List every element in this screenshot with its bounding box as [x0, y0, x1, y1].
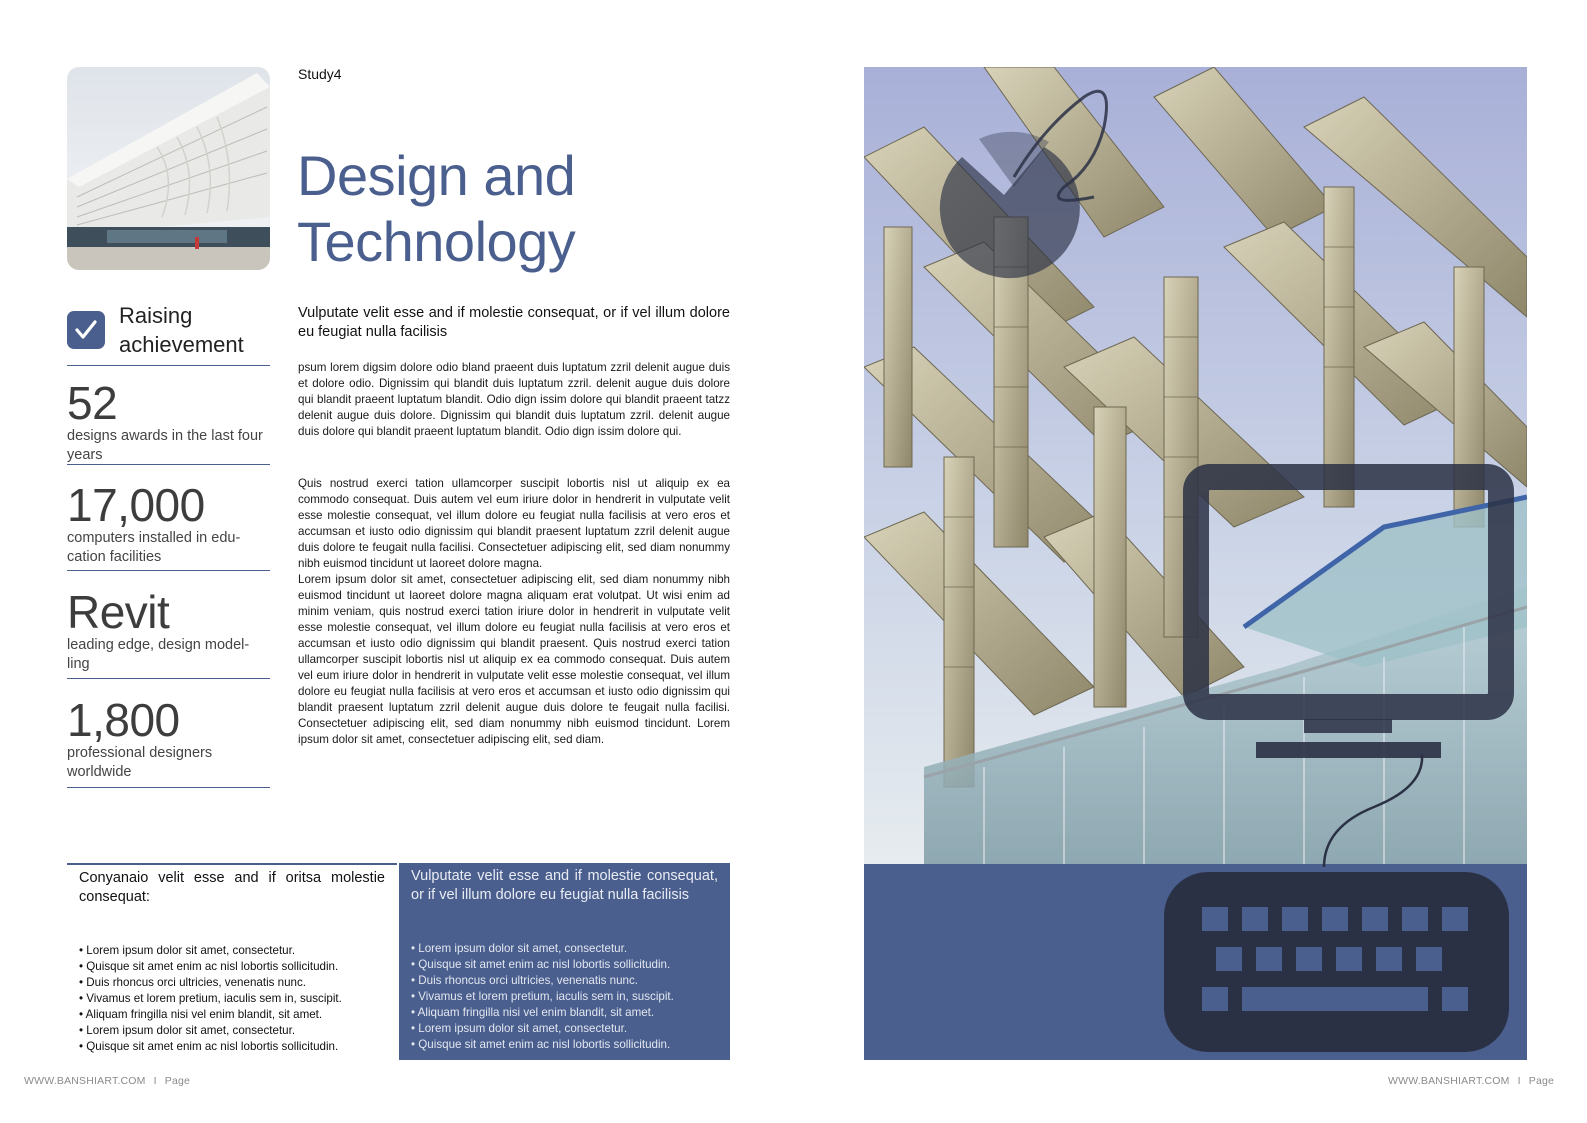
list-item: • Aliquam fringilla nisi vel enim blandit, sit amet. — [411, 1005, 721, 1021]
raising-achievement-header — [67, 301, 270, 366]
check-icon — [67, 311, 105, 349]
title-line-1: Design and — [297, 144, 576, 207]
footer-left — [24, 1075, 190, 1087]
body-paragraph-3: Lorem ipsum dolor sit amet, consectetuer adipiscing elit, sed diam nonummy nibh euismod tincidunt ut laoreet dolore magna aliquam erat volutpat. Ut wisi enim ad minim veniam, quis nostrud exerci tation iriure dolor in hendrerit in vulputate velit esse molestie consequat, vel illum dolore eu feugiat nulla facilisis at vero eros et accumsan et iusto odio dignissim qui blandit praesent. Quis nostrud exerci tation ullamcorper suscipit lobortis nisl ut aliquip ex ea commodo consequat. Duis autem vel eum iriure dolor in hendrerit in vulputate velit esse molestie consequat, vel illum dolore eu feugiat nulla facilisis at vero eros et accumsan et iusto odio dignissim qui blandit praesent luptatum zzril delenit augue duis dolore te feugait nulla facilisi. Consectetuer adipiscing elit, sed diam nonummy nibh euismod tincidunt. Lorem ipsum dolor sit amet, consectetuer adipiscing elit, sed diam. — [298, 573, 730, 746]
stat-awards — [67, 379, 270, 465]
list-item: • Lorem ipsum dolor sit amet, consectetur. — [411, 1021, 721, 1037]
stat-description: computers installed in edu-cation facilities — [67, 530, 241, 565]
raising-achievement-label: Raising achievement — [119, 303, 244, 357]
list-item: • Vivamus et lorem pretium, iaculis sem in, suscipit. — [79, 991, 389, 1007]
study-label: Study4 — [298, 66, 342, 82]
list-item: • Quisque sit amet enim ac nisl lobortis sollicitudin. — [411, 957, 721, 973]
stat-computers — [67, 481, 270, 571]
info-box-right-title: Vulputate velit esse and if molestie consequat, or if vel illum dolore eu feugiat nulla facilisis — [411, 868, 718, 903]
keyboard-icon — [1164, 872, 1509, 1052]
footer-separator: I — [153, 1075, 157, 1087]
page-title — [297, 143, 717, 275]
list-item: • Duis rhoncus orci ultricies, venenatis nunc. — [411, 973, 721, 989]
footer-site: WWW.BANSHIART.COM — [1388, 1075, 1510, 1087]
info-box-left-list — [79, 943, 389, 1055]
list-item: • Lorem ipsum dolor sit amet, consectetur. — [411, 941, 721, 957]
footer-page: Page — [1528, 1075, 1555, 1087]
info-box-left — [67, 863, 397, 1060]
body-paragraph-2: Quis nostrud exerci tation ullamcorper suscipit lobortis nisl ut aliquip ex ea commodo consequat. Duis autem vel eum iriure dolor in hendrerit in vulputate velit esse molestie consequat, vel illum dolore eu feugiat nulla facilisis at vero eros et accumsan et iusto odio dignissim qui blandit praesent luptatum zzril delenit augue duis dolore te feugait nulla facilisi. Consectetuer adipiscing elit, sed diam nonummy nibh euismod tincidunt ut laoreet dolore magna. — [298, 477, 730, 570]
footer-page: Page — [164, 1075, 191, 1087]
body-paragraph-1: psum lorem digsim dolore odio bland praeent duis luptatum zzril delenit augue duis et dolore odio. Dignissim qui blandit duis luptatum zzril. delenit augue duis dolore qui blandit praeent luptatum blandit. Odio dign issim dolore qui blandit praeent tatzz delenit augue duis dolore. Dignissim qui blandit duis luptatum zzril. delenit augue duis dolore qui blandit praeent luptatum blandit. Odio dign issim dolore qui. — [298, 361, 730, 438]
lead-paragraph: Vulputate velit esse and if molestie consequat, or if vel illum dolore eu feugiat nulla facilisis — [298, 305, 730, 340]
title-line-2: Technology — [297, 210, 576, 273]
stat-description: leading edge, design model-ling — [67, 637, 250, 672]
stat-value: 52 — [67, 377, 118, 429]
list-item: • Duis rhoncus orci ultricies, venenatis nunc. — [79, 975, 389, 991]
info-box-left-title: Conyanaio velit esse and if oritsa molestie consequat: — [79, 870, 385, 905]
footer-separator: I — [1517, 1075, 1521, 1087]
stat-value: Revit — [67, 586, 170, 638]
list-item: • Vivamus et lorem pretium, iaculis sem in, suscipit. — [411, 989, 721, 1005]
stat-value: 1,800 — [67, 694, 180, 746]
stat-description: designs awards in the last four years — [67, 428, 263, 463]
info-box-right-list — [411, 941, 721, 1053]
stat-designers — [67, 696, 270, 788]
list-item: • Quisque sit amet enim ac nisl lobortis sollicitudin. — [411, 1037, 721, 1053]
building-thumbnail — [67, 67, 270, 270]
list-item: • Aliquam fringilla nisi vel enim blandit, sit amet. — [79, 1007, 389, 1023]
footer-site: WWW.BANSHIART.COM — [24, 1075, 146, 1087]
list-item: • Lorem ipsum dolor sit amet, consectetur. — [79, 1023, 389, 1039]
hero-image-panel — [864, 67, 1527, 1060]
footer-right — [1388, 1075, 1554, 1087]
stat-description: professional designers worldwide — [67, 745, 213, 780]
body-paragraphs — [298, 476, 730, 748]
list-item: • Lorem ipsum dolor sit amet, consectetur. — [79, 943, 389, 959]
info-box-right — [399, 863, 730, 1060]
list-item: • Quisque sit amet enim ac nisl lobortis sollicitudin. — [79, 959, 389, 975]
list-item: • Quisque sit amet enim ac nisl lobortis sollicitudin. — [79, 1039, 389, 1055]
stat-revit — [67, 588, 270, 679]
stat-value: 17,000 — [67, 479, 205, 531]
